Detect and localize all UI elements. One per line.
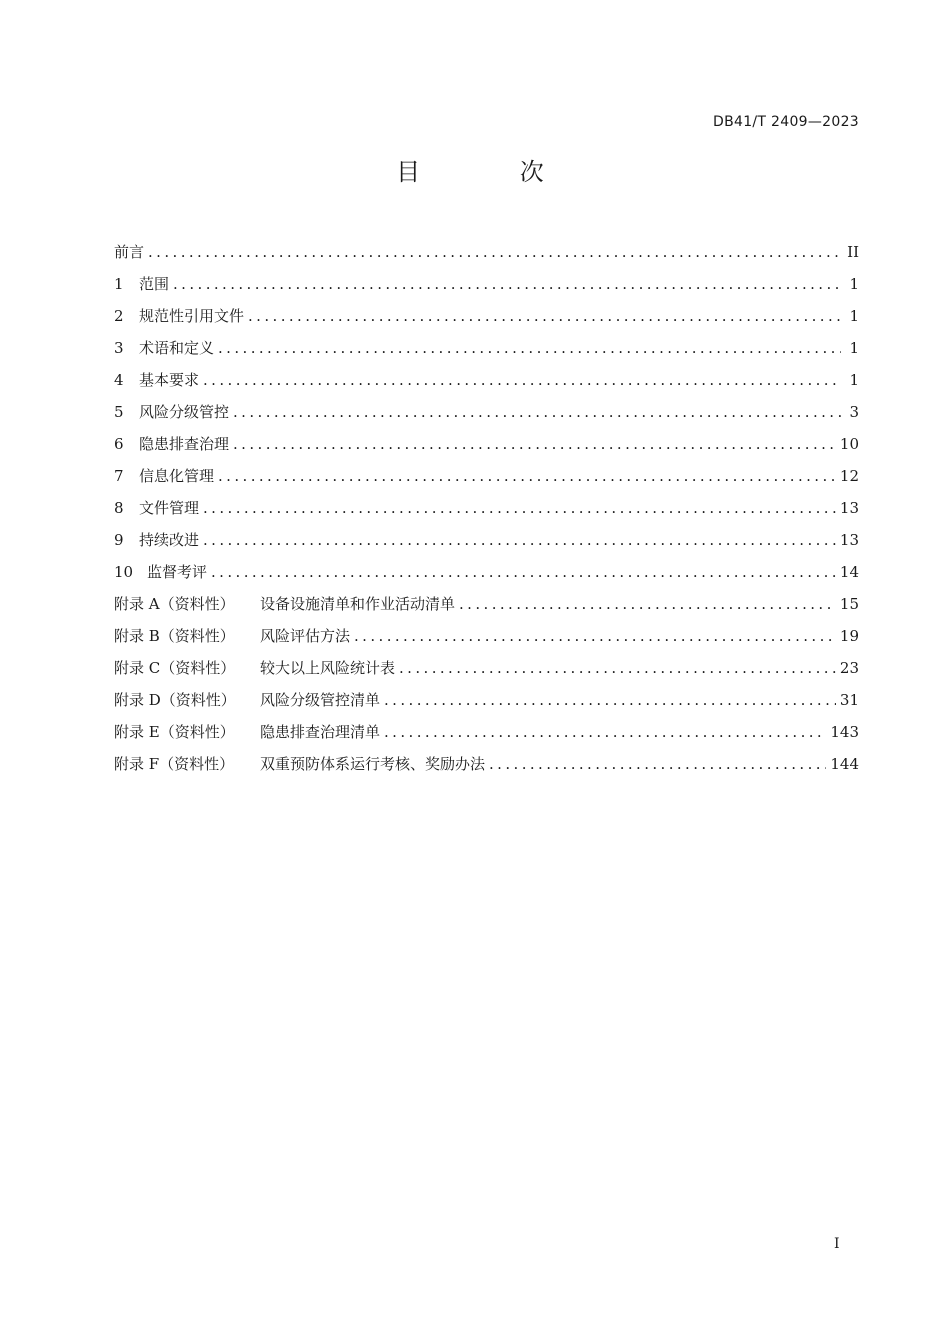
- toc-leader-dots: [218, 462, 836, 490]
- toc-leader-dots: [203, 494, 836, 522]
- toc-entry-title: 术语和定义: [139, 339, 215, 357]
- toc-entry-appendix-label: 附录 F（资料性）: [114, 755, 235, 773]
- toc-entry-page: II: [847, 243, 859, 261]
- toc-entry[interactable]: [114, 462, 859, 494]
- toc-entry[interactable]: [114, 686, 859, 718]
- toc-leader-dots: [354, 622, 836, 650]
- toc-entry[interactable]: [114, 654, 859, 686]
- toc-entry-page: 23: [839, 659, 859, 677]
- toc-leader-dots: [233, 398, 841, 426]
- toc-entry[interactable]: [114, 302, 859, 334]
- toc-entry-page: 13: [839, 499, 859, 517]
- toc-entry-appendix-label: 附录 D（资料性）: [114, 691, 236, 709]
- toc-entry-number: 3: [114, 339, 124, 357]
- toc-entry-number: 2: [114, 307, 124, 325]
- toc-entry[interactable]: [114, 526, 859, 558]
- toc-entry-title: 范围: [139, 275, 170, 293]
- toc-entry-page: 143: [830, 723, 859, 741]
- toc-entry-title: 持续改进: [139, 531, 200, 549]
- toc-entry-page: 1: [849, 371, 859, 389]
- toc-entry[interactable]: [114, 718, 859, 750]
- toc-entry-page: 1: [849, 339, 859, 357]
- table-of-contents: [114, 238, 859, 782]
- toc-entry-title: 基本要求: [139, 371, 200, 389]
- toc-entry-number: 1: [114, 275, 124, 293]
- toc-entry-page: 19: [839, 627, 859, 645]
- toc-entry-number: 5: [114, 403, 124, 421]
- toc-leader-dots: [459, 590, 836, 618]
- toc-entry-number: 7: [114, 467, 124, 485]
- toc-entry-number: 8: [114, 499, 124, 517]
- toc-entry-page: 1: [849, 275, 859, 293]
- toc-entry[interactable]: [114, 750, 859, 782]
- toc-leader-dots: [148, 238, 841, 266]
- toc-entry[interactable]: [114, 558, 859, 590]
- toc-entry-title: 文件管理: [139, 499, 200, 517]
- toc-leader-dots: [211, 558, 836, 586]
- toc-entry[interactable]: [114, 622, 859, 654]
- toc-entry-title: 隐患排查治理清单: [260, 723, 381, 741]
- toc-leader-dots: [203, 366, 841, 394]
- toc-entry-page: 3: [849, 403, 859, 421]
- toc-entry-page: 15: [839, 595, 859, 613]
- toc-entry-title: 双重预防体系运行考核、奖励办法: [260, 755, 486, 773]
- toc-entry-appendix-label: 附录 C（资料性）: [114, 659, 236, 677]
- toc-entry-page: 14: [839, 563, 859, 581]
- toc-entry-title: 设备设施清单和作业活动清单: [260, 595, 456, 613]
- toc-entry-title: 风险分级管控: [139, 403, 230, 421]
- toc-leader-dots: [218, 334, 841, 362]
- toc-entry-page: 31: [839, 691, 859, 709]
- toc-entry-number: 6: [114, 435, 124, 453]
- toc-entry[interactable]: [114, 494, 859, 526]
- page-number: I: [834, 1236, 840, 1252]
- toc-leader-dots: [384, 686, 836, 714]
- toc-entry[interactable]: [114, 430, 859, 462]
- toc-entry-number: 9: [114, 531, 124, 549]
- toc-entry[interactable]: [114, 590, 859, 622]
- toc-entry[interactable]: [114, 366, 859, 398]
- toc-entry-title: 监督考评: [147, 563, 208, 581]
- toc-entry-number: 10: [114, 563, 134, 581]
- toc-entry-title: 较大以上风险统计表: [260, 659, 396, 677]
- toc-entry-page: 1: [849, 307, 859, 325]
- toc-entry-title: 信息化管理: [139, 467, 215, 485]
- toc-entry-title: 风险分级管控清单: [260, 691, 381, 709]
- toc-entry-page: 144: [830, 755, 859, 773]
- toc-leader-dots: [399, 654, 836, 682]
- toc-entry-title: 前言: [114, 243, 145, 261]
- toc-leader-dots: [489, 750, 826, 778]
- toc-entry-appendix-label: 附录 A（资料性）: [114, 595, 235, 613]
- toc-leader-dots: [233, 430, 836, 458]
- toc-entry-title: 隐患排查治理: [139, 435, 230, 453]
- toc-entry-title: 风险评估方法: [260, 627, 351, 645]
- toc-entry-page: 13: [839, 531, 859, 549]
- toc-entry-page: 10: [839, 435, 859, 453]
- toc-entry-number: 4: [114, 371, 124, 389]
- toc-leader-dots: [203, 526, 836, 554]
- toc-leader-dots: [173, 270, 841, 298]
- toc-entry[interactable]: [114, 398, 859, 430]
- toc-title: 目 次: [396, 158, 590, 186]
- toc-entry-appendix-label: 附录 E（资料性）: [114, 723, 235, 741]
- toc-entry-appendix-label: 附录 B（资料性）: [114, 627, 235, 645]
- toc-entry[interactable]: [114, 334, 859, 366]
- toc-entry-page: 12: [839, 467, 859, 485]
- toc-entry-title: 规范性引用文件: [139, 307, 245, 325]
- toc-entry[interactable]: [114, 270, 859, 302]
- toc-leader-dots: [384, 718, 826, 746]
- toc-leader-dots: [248, 302, 841, 330]
- standard-code: DB41/T 2409—2023: [713, 114, 859, 130]
- toc-entry[interactable]: [114, 238, 859, 270]
